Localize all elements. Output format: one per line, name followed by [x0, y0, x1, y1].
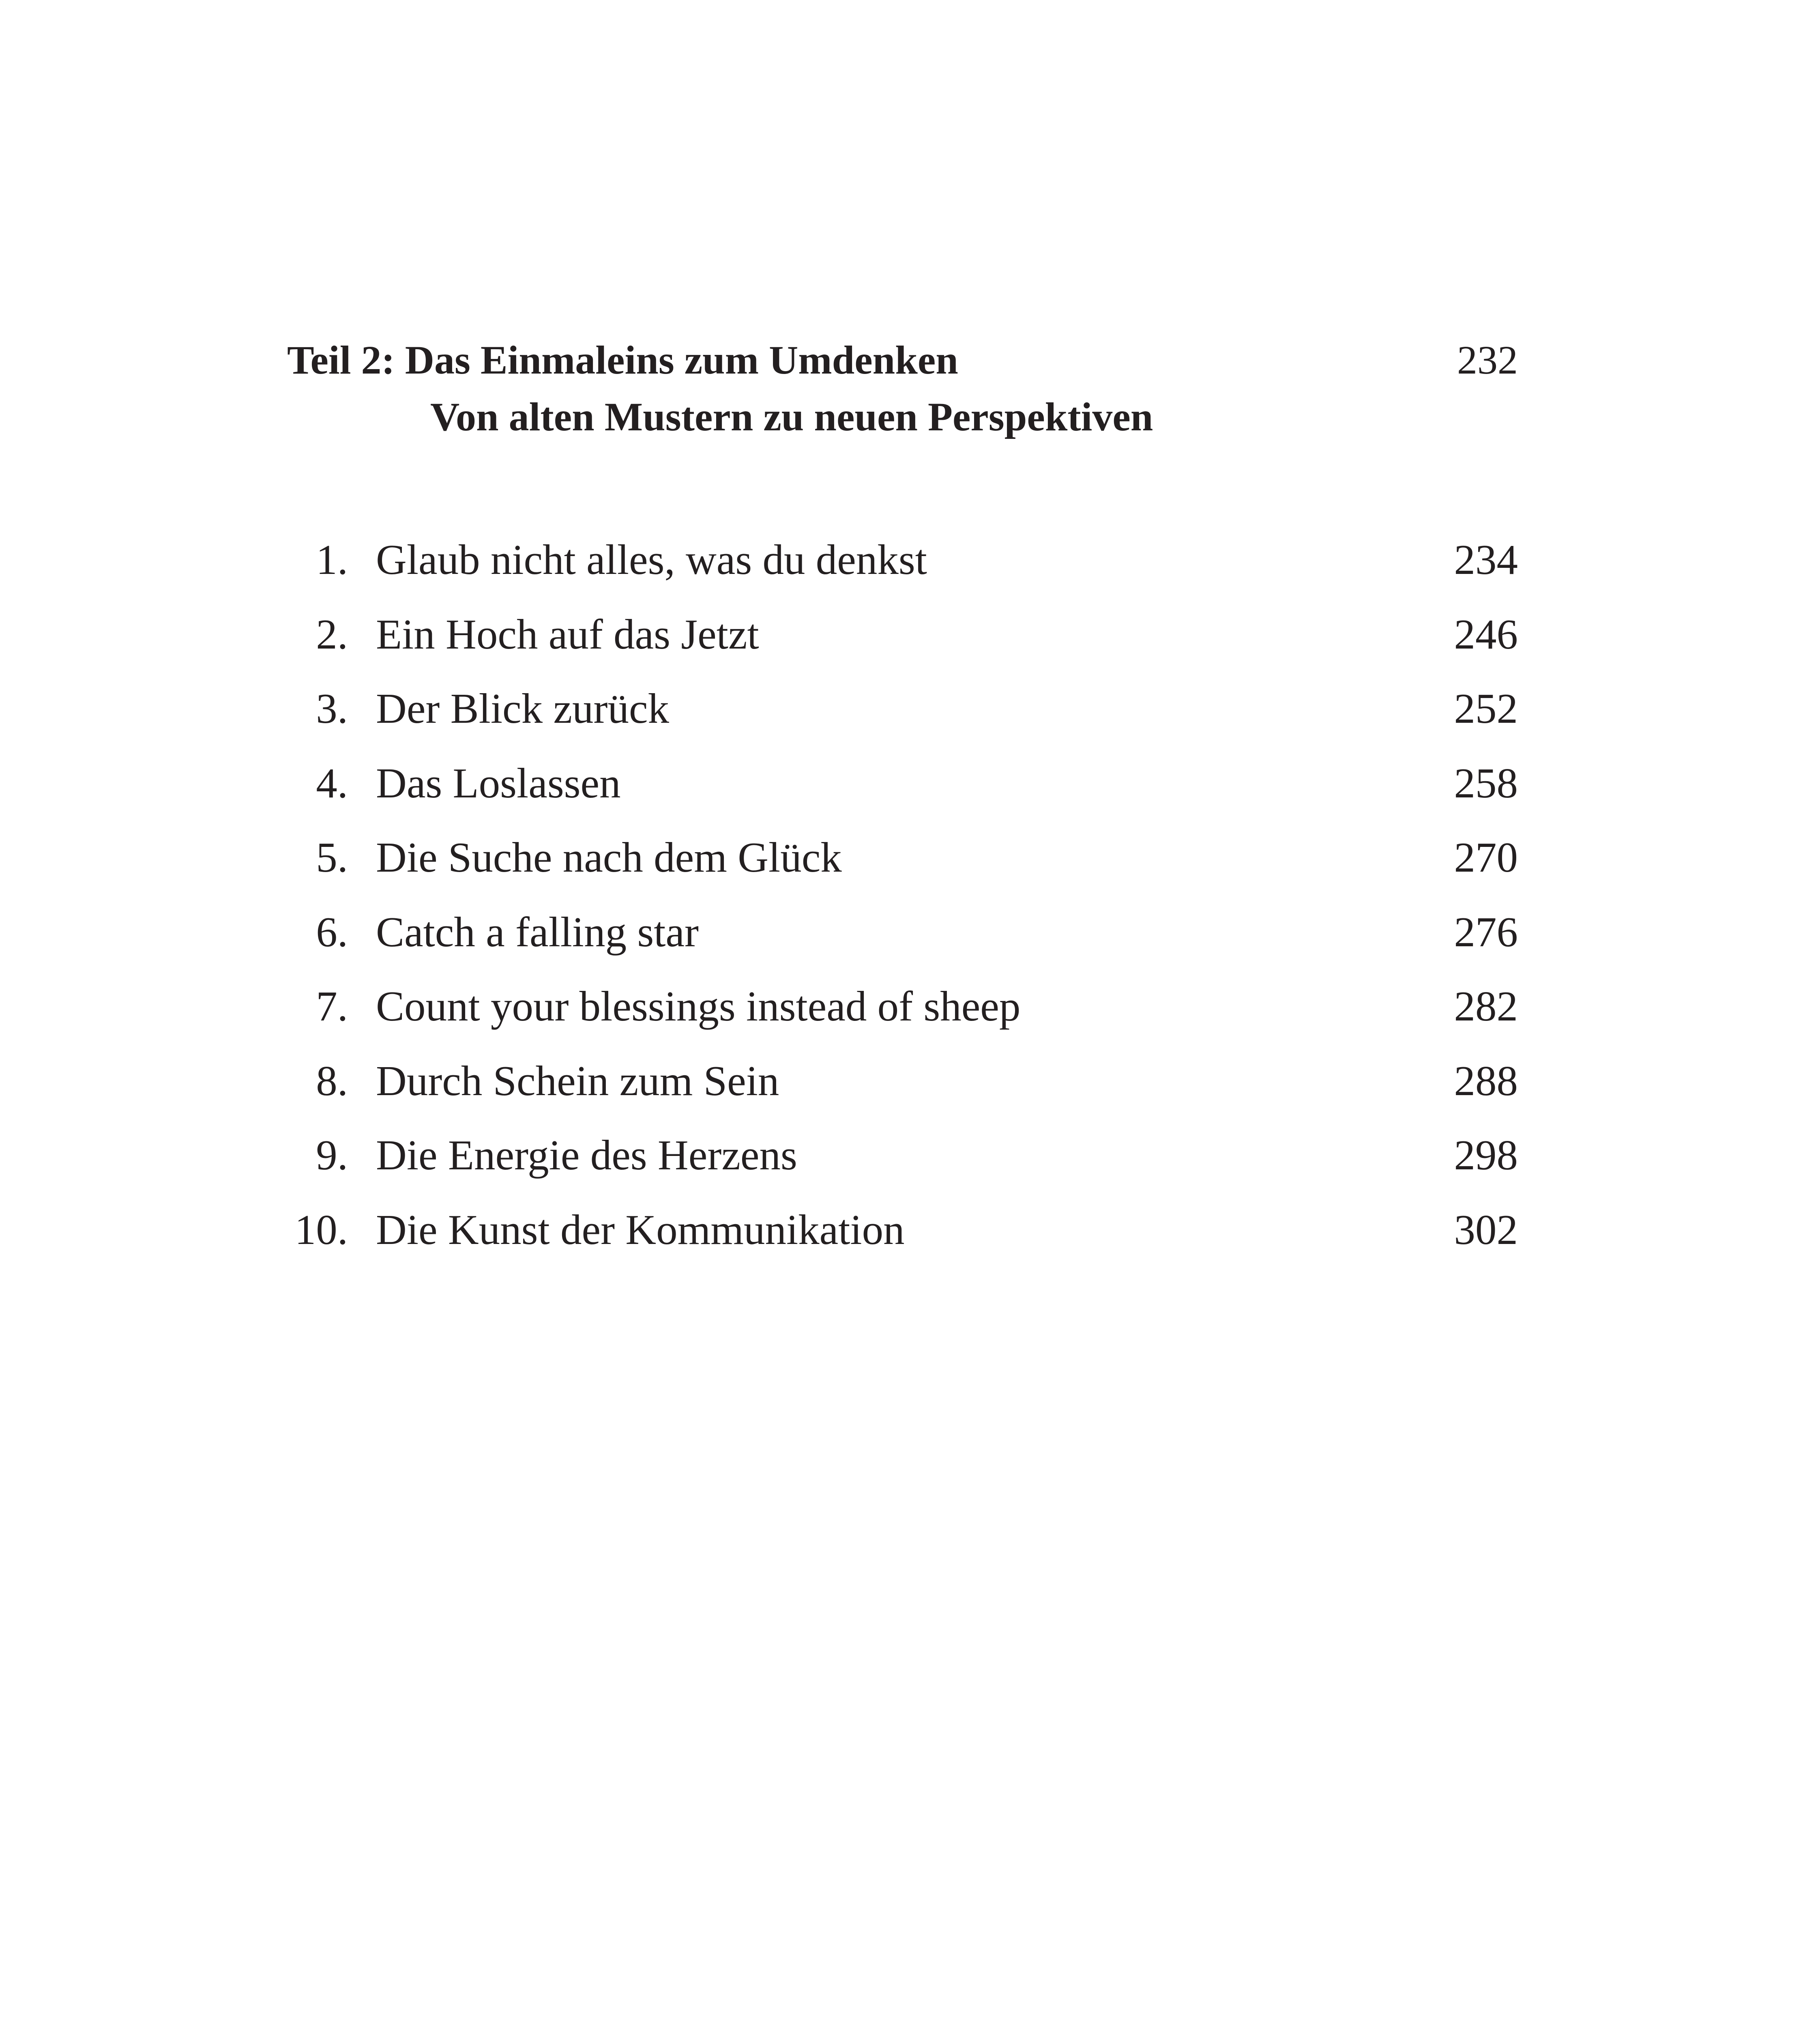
entry-title: Ein Hoch auf das Jetzt — [376, 610, 759, 658]
entry-title: Die Energie des Herzens — [376, 1131, 797, 1179]
toc-entry — [287, 759, 1518, 836]
entry-number: 2. — [316, 610, 348, 658]
entry-number: 6. — [316, 908, 348, 956]
entry-number: 1. — [316, 536, 348, 583]
part-title: Teil 2: Das Einmaleins zum Umdenken — [287, 337, 958, 382]
entry-title: Glaub nicht alles, was du denkst — [376, 536, 927, 583]
entry-number: 9. — [316, 1131, 348, 1179]
entry-page-number: 282 — [1454, 982, 1518, 1030]
entry-page-number: 298 — [1454, 1131, 1518, 1179]
entry-page-number: 276 — [1454, 908, 1518, 956]
toc-entry — [287, 982, 1518, 1059]
entry-number: 5. — [316, 834, 348, 881]
entry-number: 10. — [294, 1205, 348, 1253]
table-of-contents — [287, 538, 1518, 1283]
entry-title: Das Loslassen — [376, 759, 621, 807]
toc-entry — [287, 610, 1518, 687]
entry-number: 3. — [316, 685, 348, 732]
entry-title: Catch a falling star — [376, 908, 699, 956]
entry-title: Durch Schein zum Sein — [376, 1057, 779, 1104]
entry-number: 7. — [316, 982, 348, 1030]
entry-title: Der Blick zurück — [376, 685, 670, 732]
toc-entry — [287, 687, 1518, 762]
toc-entry — [287, 538, 1518, 613]
entry-title: Die Suche nach dem Glück — [376, 834, 842, 881]
toc-entry — [287, 908, 1518, 985]
entry-page-number: 246 — [1454, 610, 1518, 658]
entry-page-number: 270 — [1454, 834, 1518, 881]
entry-number: 4. — [316, 759, 348, 807]
entry-page-number: 252 — [1454, 685, 1518, 732]
entry-title: Count your blessings instead of sheep — [376, 982, 1021, 1030]
toc-entry — [287, 1205, 1518, 1283]
toc-entry — [287, 1059, 1518, 1134]
entry-page-number: 288 — [1454, 1057, 1518, 1104]
toc-entry — [287, 836, 1518, 911]
entry-page-number: 302 — [1454, 1205, 1518, 1253]
part-subtitle: Von alten Mustern zu neuen Perspektiven — [430, 394, 1153, 439]
entry-page-number: 258 — [1454, 759, 1518, 807]
entry-title: Die Kunst der Kommunikation — [376, 1205, 905, 1253]
toc-entry — [287, 1131, 1518, 1208]
part-page-number: 232 — [1457, 337, 1518, 382]
entry-page-number: 234 — [1454, 536, 1518, 583]
entry-number: 8. — [316, 1057, 348, 1104]
